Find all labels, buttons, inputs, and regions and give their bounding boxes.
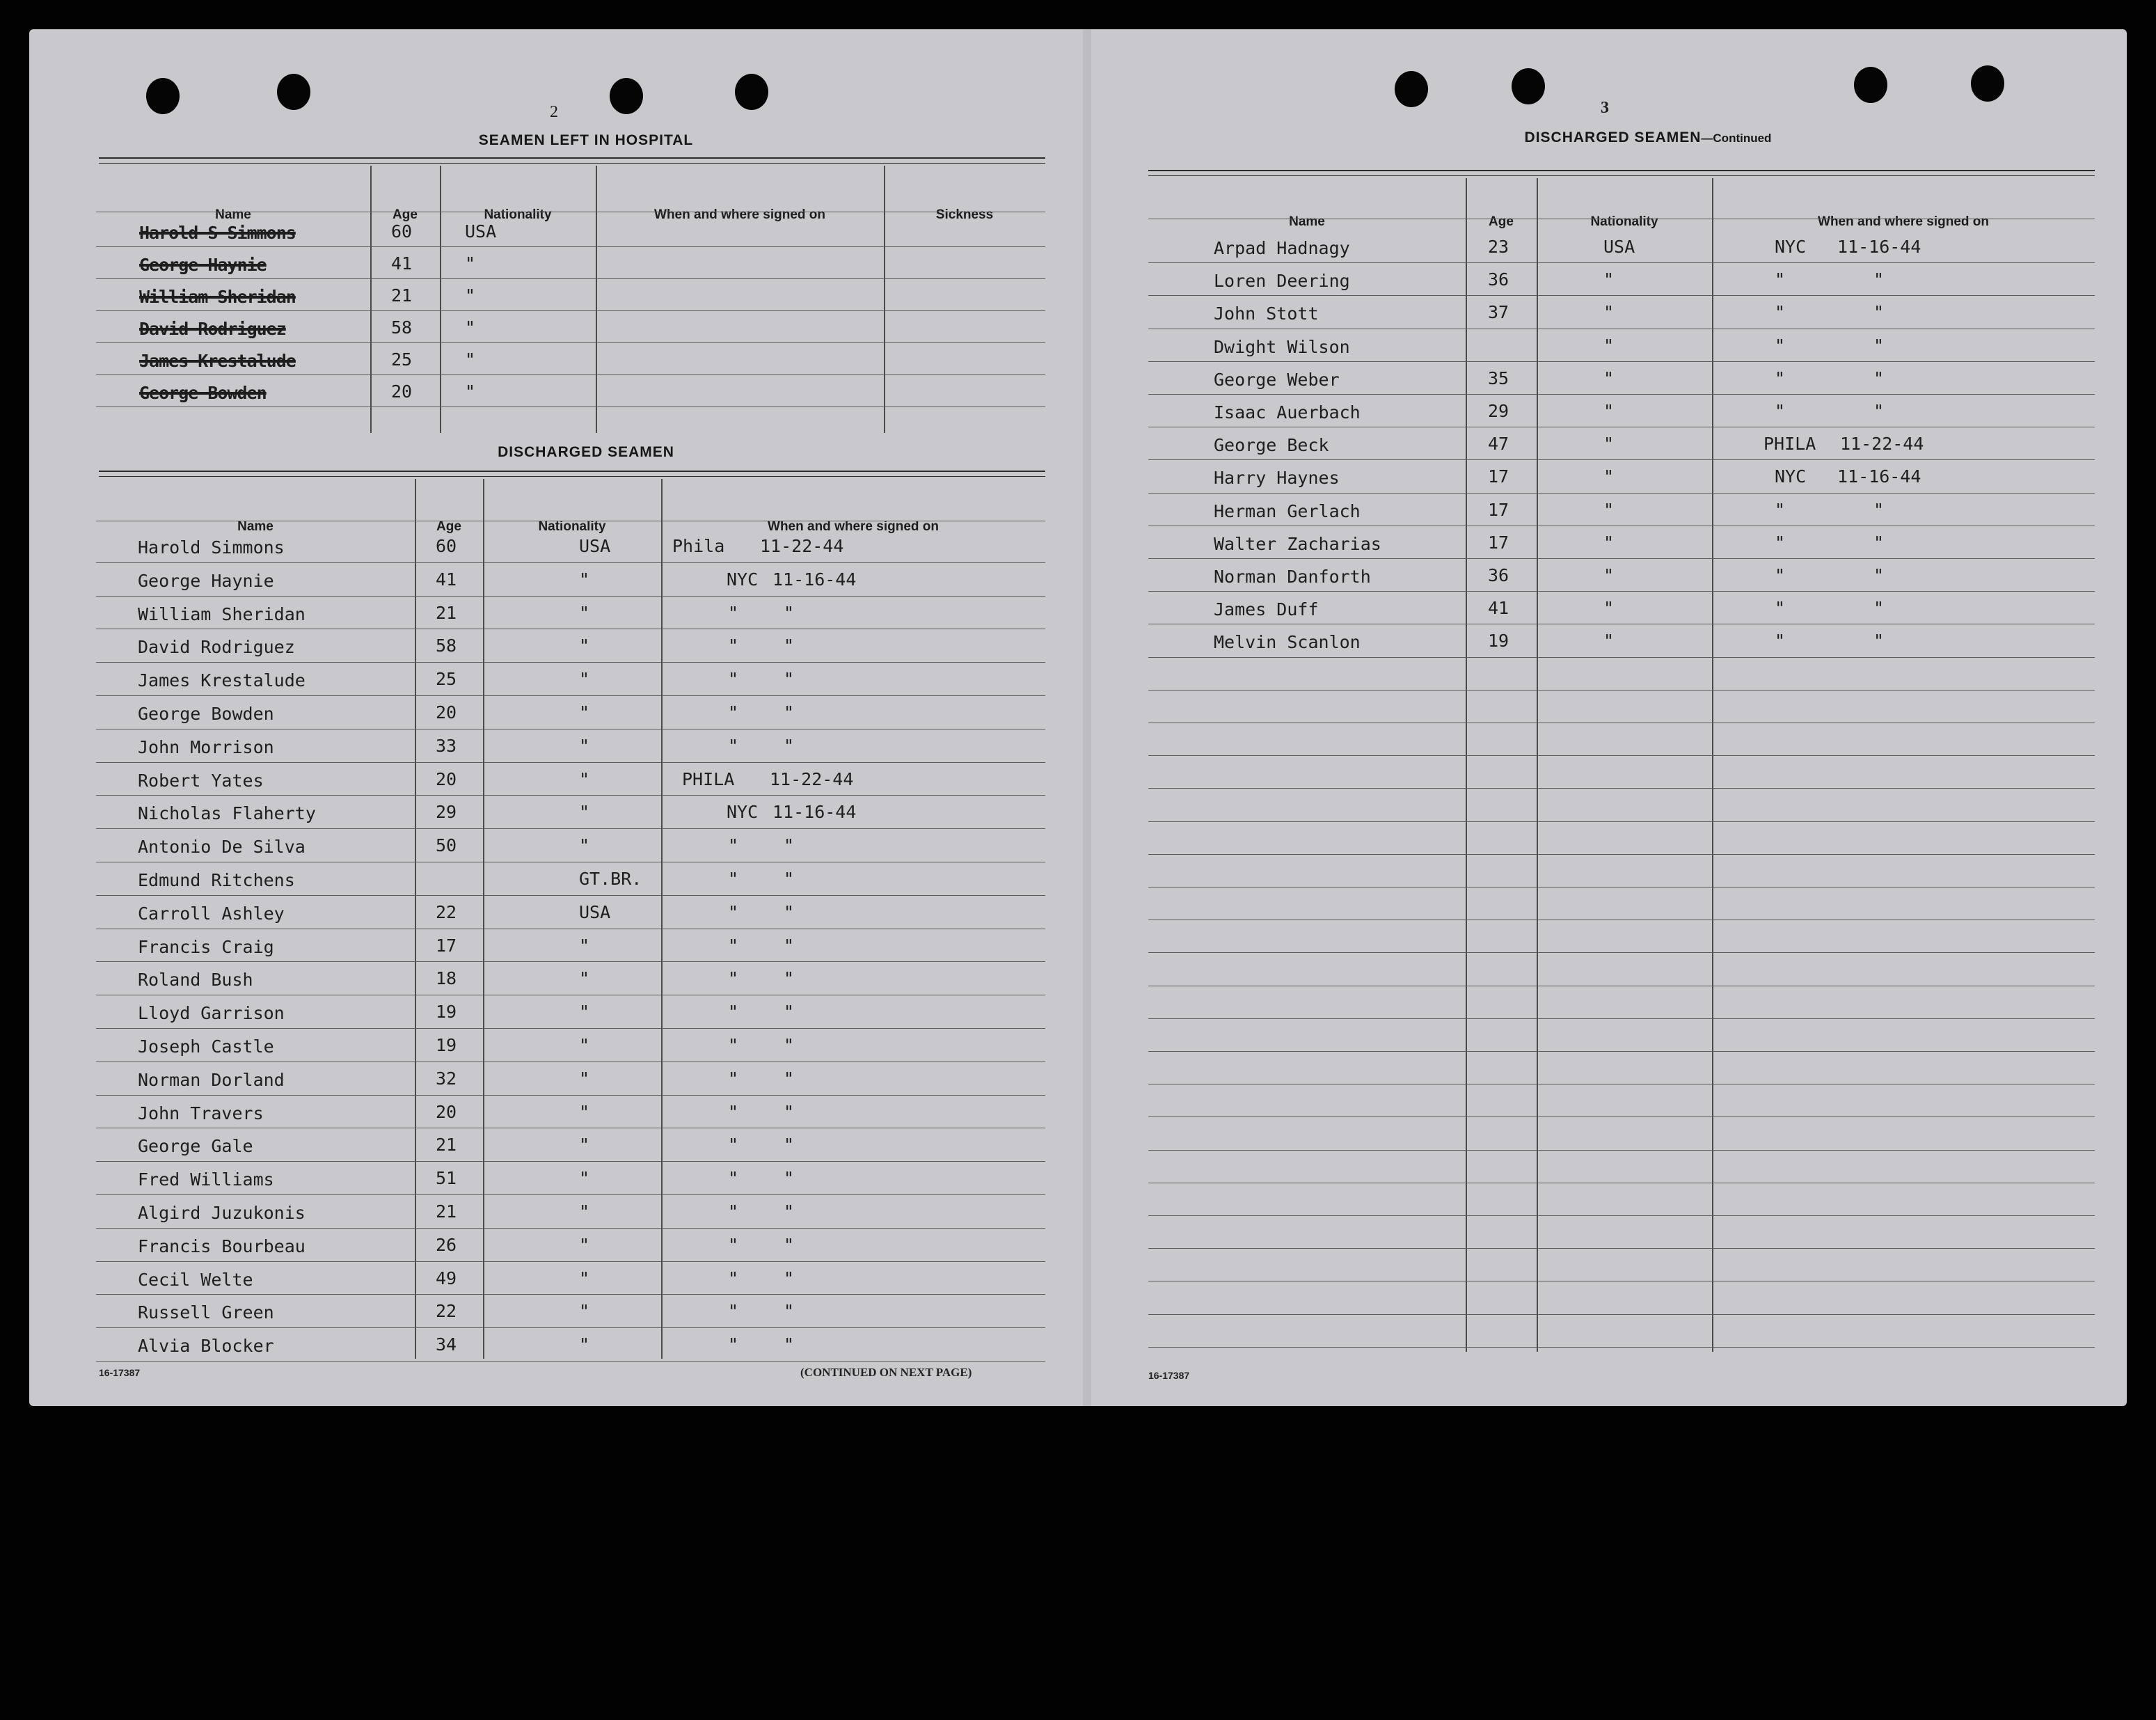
signed-on-place: " bbox=[728, 1168, 739, 1189]
signed-on-place: " bbox=[728, 1268, 739, 1288]
seaman-age: 29 bbox=[1488, 401, 1509, 421]
seaman-nationality: " bbox=[579, 602, 590, 623]
column-divider bbox=[415, 479, 416, 1359]
seaman-name: David Rodriguez bbox=[138, 637, 295, 658]
column-header: Name bbox=[237, 519, 274, 534]
continued-section-title bbox=[1397, 129, 1899, 146]
seaman-nationality: " bbox=[579, 1301, 590, 1322]
column-header: When and where signed on bbox=[654, 207, 825, 222]
signed-on-date: 11-16-44 bbox=[1837, 466, 1921, 487]
row-rule bbox=[96, 695, 1045, 696]
signed-on-date: 11-22-44 bbox=[1840, 434, 1924, 455]
signed-on-place: " bbox=[728, 1035, 739, 1055]
signed-on-date: " bbox=[784, 968, 795, 989]
seaman-name: George Bowden bbox=[138, 704, 274, 724]
signed-on-date: " bbox=[784, 1301, 795, 1322]
row-rule bbox=[1148, 690, 2095, 691]
signed-on-place: " bbox=[728, 1002, 739, 1023]
page-number: 2 bbox=[550, 103, 558, 121]
signed-on-place: " bbox=[728, 869, 739, 889]
signed-on-place: " bbox=[728, 1201, 739, 1222]
signed-on-date: " bbox=[784, 1268, 795, 1288]
signed-on-place: " bbox=[1775, 598, 1786, 619]
seaman-name: George Gale bbox=[138, 1136, 253, 1157]
seaman-nationality: " bbox=[579, 735, 590, 756]
seaman-name: Edmund Ritchens bbox=[138, 870, 295, 890]
signed-on-place: " bbox=[728, 835, 739, 856]
seaman-name: Roland Bush bbox=[138, 970, 253, 991]
signed-on-date: " bbox=[1873, 499, 1885, 520]
seaman-name: John Stott bbox=[1214, 303, 1319, 324]
signed-on-place: PHILA bbox=[682, 768, 735, 789]
seaman-age: 17 bbox=[1488, 466, 1509, 487]
punch-hole bbox=[610, 78, 643, 114]
signed-on-place: " bbox=[728, 636, 739, 656]
seaman-name: Cecil Welte bbox=[138, 1269, 253, 1290]
signed-on-date: 11-22-44 bbox=[770, 768, 854, 789]
column-divider bbox=[661, 479, 663, 1359]
punch-hole bbox=[1512, 68, 1545, 104]
seaman-name: Walter Zacharias bbox=[1214, 533, 1381, 554]
signed-on-place: " bbox=[728, 968, 739, 989]
seaman-nationality: " bbox=[1603, 434, 1615, 455]
signed-on-place: " bbox=[728, 1234, 739, 1255]
seaman-age: 17 bbox=[1488, 499, 1509, 520]
seaman-name: David Rodriguez bbox=[139, 319, 286, 339]
signed-on-date: " bbox=[784, 935, 795, 956]
seaman-nationality: " bbox=[465, 317, 476, 338]
row-rule bbox=[96, 1228, 1045, 1229]
seaman-nationality: " bbox=[579, 1168, 590, 1189]
signed-on-place: " bbox=[728, 935, 739, 956]
continued-title-suffix: —Continued bbox=[1701, 132, 1772, 145]
column-header: Age bbox=[436, 519, 461, 534]
column-divider bbox=[483, 479, 484, 1359]
row-rule bbox=[1148, 262, 2095, 263]
seaman-nationality: " bbox=[579, 1135, 590, 1155]
seaman-nationality: " bbox=[465, 285, 476, 306]
signed-on-place: " bbox=[1775, 631, 1786, 652]
signed-on-date: " bbox=[784, 901, 795, 922]
seaman-nationality: " bbox=[1603, 302, 1615, 323]
seaman-nationality: " bbox=[579, 1101, 590, 1122]
seaman-name: Antonio De Silva bbox=[138, 837, 306, 858]
column-header: When and where signed on bbox=[768, 519, 939, 534]
continued-note: (CONTINUED ON NEXT PAGE) bbox=[800, 1366, 972, 1379]
seaman-age: 21 bbox=[391, 285, 413, 306]
seaman-name: Herman Gerlach bbox=[1214, 500, 1361, 521]
seaman-nationality: " bbox=[1603, 335, 1615, 356]
seaman-nationality: USA bbox=[1603, 237, 1635, 257]
signed-on-place: " bbox=[1775, 368, 1786, 388]
seaman-nationality: " bbox=[579, 1334, 590, 1355]
signed-on-place: PHILA bbox=[1763, 434, 1816, 455]
row-rule bbox=[96, 1261, 1045, 1262]
seaman-age: 36 bbox=[1488, 269, 1509, 290]
seaman-age: 58 bbox=[436, 636, 457, 656]
punch-hole bbox=[277, 74, 310, 110]
seaman-nationality: " bbox=[579, 1201, 590, 1222]
seaman-nationality: " bbox=[1603, 565, 1615, 585]
seaman-name: Francis Bourbeau bbox=[138, 1236, 306, 1256]
seaman-nationality: " bbox=[1603, 466, 1615, 487]
seaman-name: William Sheridan bbox=[139, 287, 296, 307]
row-rule bbox=[96, 562, 1045, 563]
column-header: Name bbox=[215, 207, 251, 222]
seaman-age: 17 bbox=[1488, 532, 1509, 553]
column-divider bbox=[1466, 178, 1467, 1352]
seaman-nationality: " bbox=[1603, 631, 1615, 652]
signed-on-place: " bbox=[728, 1301, 739, 1322]
seaman-age: 29 bbox=[436, 802, 457, 823]
seaman-name: James Krestalude bbox=[138, 670, 306, 691]
signed-on-place: " bbox=[728, 735, 739, 756]
column-header: Nationality bbox=[538, 519, 606, 534]
seaman-age: 51 bbox=[436, 1168, 457, 1189]
seaman-nationality: " bbox=[579, 569, 590, 590]
seaman-name: William Sheridan bbox=[138, 603, 306, 624]
seaman-age: 60 bbox=[436, 536, 457, 556]
signed-on-place: " bbox=[1775, 401, 1786, 421]
seaman-age: 19 bbox=[436, 1035, 457, 1055]
signed-on-place: " bbox=[728, 602, 739, 623]
seaman-nationality: " bbox=[579, 636, 590, 656]
seaman-name: Dwight Wilson bbox=[1214, 336, 1350, 357]
seaman-age: 34 bbox=[436, 1334, 457, 1355]
signed-on-place: " bbox=[728, 669, 739, 690]
row-rule bbox=[1148, 361, 2095, 362]
signed-on-date: " bbox=[784, 1035, 795, 1055]
seaman-nationality: " bbox=[465, 381, 476, 402]
seaman-nationality: USA bbox=[579, 901, 611, 922]
punch-hole bbox=[735, 74, 768, 110]
signed-on-place: NYC bbox=[1775, 237, 1807, 257]
seaman-name: Harold Simmons bbox=[138, 537, 285, 558]
seaman-age: 17 bbox=[436, 935, 457, 956]
seaman-name: James Krestalude bbox=[139, 351, 296, 371]
signed-on-place: " bbox=[1775, 269, 1786, 290]
seaman-name: Harry Haynes bbox=[1214, 468, 1340, 489]
signed-on-place: NYC bbox=[727, 569, 759, 590]
column-header: Name bbox=[1289, 214, 1325, 229]
seaman-name: Francis Craig bbox=[138, 936, 274, 957]
signed-on-date: 11-16-44 bbox=[1837, 237, 1921, 257]
column-divider bbox=[1537, 178, 1538, 1352]
seaman-nationality: " bbox=[1603, 401, 1615, 421]
seaman-age: 36 bbox=[1488, 565, 1509, 585]
column-divider bbox=[370, 166, 372, 433]
seaman-nationality: " bbox=[1603, 499, 1615, 520]
row-rule bbox=[96, 662, 1045, 663]
row-rule bbox=[1148, 1215, 2095, 1216]
row-rule bbox=[1148, 394, 2095, 395]
seaman-nationality: " bbox=[579, 768, 590, 789]
signed-on-date: " bbox=[1873, 631, 1885, 652]
row-rule bbox=[1148, 952, 2095, 953]
document-sheet bbox=[29, 29, 2127, 1406]
seaman-age: 22 bbox=[436, 1301, 457, 1322]
seaman-nationality: " bbox=[1603, 532, 1615, 553]
signed-on-date: 11-16-44 bbox=[772, 802, 857, 823]
signed-on-date: " bbox=[784, 1135, 795, 1155]
signed-on-place: NYC bbox=[1775, 466, 1807, 487]
signed-on-date: " bbox=[1873, 532, 1885, 553]
seaman-age: 60 bbox=[391, 221, 413, 242]
row-rule bbox=[1148, 854, 2095, 855]
seaman-nationality: " bbox=[579, 1268, 590, 1288]
punch-hole bbox=[1854, 67, 1887, 103]
seaman-nationality: " bbox=[579, 669, 590, 690]
seaman-nationality: USA bbox=[579, 536, 611, 556]
seaman-nationality: " bbox=[579, 702, 590, 723]
discharged-section-title: DISCHARGED SEAMEN bbox=[498, 444, 674, 460]
seaman-name: Arpad Hadnagy bbox=[1214, 238, 1350, 258]
seaman-age: 20 bbox=[436, 768, 457, 789]
seaman-name: Robert Yates bbox=[138, 770, 264, 791]
seaman-age: 32 bbox=[436, 1068, 457, 1089]
seaman-name: Fred Williams bbox=[138, 1169, 274, 1190]
column-header: Nationality bbox=[1590, 214, 1658, 229]
signed-on-date: " bbox=[784, 602, 795, 623]
row-rule bbox=[1148, 755, 2095, 756]
seaman-age: 21 bbox=[436, 602, 457, 623]
column-header: Age bbox=[393, 207, 418, 222]
row-rule bbox=[1148, 1314, 2095, 1315]
signed-on-place: " bbox=[728, 901, 739, 922]
signed-on-date: " bbox=[784, 1234, 795, 1255]
signed-on-date: " bbox=[784, 1201, 795, 1222]
seaman-age: 25 bbox=[436, 669, 457, 690]
continued-title-text: DISCHARGED SEAMEN bbox=[1524, 129, 1702, 145]
row-rule bbox=[96, 1327, 1045, 1328]
seaman-age: 35 bbox=[1488, 368, 1509, 388]
signed-on-place: " bbox=[728, 1101, 739, 1122]
column-header: Nationality bbox=[484, 207, 552, 222]
seaman-name: George Bowden bbox=[139, 383, 267, 403]
row-rule bbox=[96, 1361, 1045, 1362]
seaman-age: 37 bbox=[1488, 302, 1509, 323]
row-rule bbox=[96, 246, 1045, 247]
seaman-name: George Haynie bbox=[139, 255, 267, 275]
signed-on-place: " bbox=[1775, 532, 1786, 553]
punch-hole bbox=[1395, 71, 1428, 107]
seaman-name: Algird Juzukonis bbox=[138, 1203, 306, 1223]
seaman-age: 58 bbox=[391, 317, 413, 338]
column-divider bbox=[596, 166, 597, 433]
seaman-age: 19 bbox=[436, 1002, 457, 1023]
row-rule bbox=[1148, 295, 2095, 296]
seaman-name: George Weber bbox=[1214, 369, 1340, 390]
form-number: 16-17387 bbox=[1148, 1370, 1190, 1381]
signed-on-date: " bbox=[1873, 335, 1885, 356]
seaman-name: Lloyd Garrison bbox=[138, 1003, 285, 1024]
signed-on-place: NYC bbox=[727, 802, 759, 823]
row-rule bbox=[1148, 459, 2095, 460]
punch-hole bbox=[146, 78, 180, 114]
seaman-name: Norman Danforth bbox=[1214, 567, 1371, 587]
seaman-name: Joseph Castle bbox=[138, 1036, 274, 1057]
signed-on-date: " bbox=[784, 1068, 795, 1089]
row-rule bbox=[1148, 493, 2095, 494]
signed-on-date: " bbox=[784, 1101, 795, 1122]
punch-hole bbox=[1971, 65, 2004, 102]
column-header: Sickness bbox=[935, 207, 994, 222]
row-rule bbox=[96, 278, 1045, 279]
signed-on-date: " bbox=[784, 636, 795, 656]
row-rule bbox=[1148, 1150, 2095, 1151]
row-rule bbox=[1148, 1347, 2095, 1348]
row-rule bbox=[96, 1161, 1045, 1162]
seaman-nationality: USA bbox=[465, 221, 497, 242]
signed-on-date: " bbox=[1873, 565, 1885, 585]
seaman-age: 22 bbox=[436, 901, 457, 922]
seaman-name: Isaac Auerbach bbox=[1214, 402, 1361, 423]
seaman-name: James Duff bbox=[1214, 599, 1319, 620]
row-rule bbox=[96, 828, 1045, 829]
signed-on-date: " bbox=[784, 869, 795, 889]
signed-on-date: " bbox=[1873, 598, 1885, 619]
seaman-name: Loren Deering bbox=[1214, 271, 1350, 292]
column-divider bbox=[884, 166, 885, 433]
row-rule bbox=[1148, 591, 2095, 592]
seaman-age: 41 bbox=[436, 569, 457, 590]
seaman-name: Harold S Simmons bbox=[139, 223, 296, 243]
seaman-name: Melvin Scanlon bbox=[1214, 632, 1361, 653]
seaman-name: John Travers bbox=[138, 1103, 264, 1123]
row-rule bbox=[96, 1194, 1045, 1195]
row-rule bbox=[96, 1095, 1045, 1096]
seaman-nationality: " bbox=[465, 349, 476, 370]
seaman-name: John Morrison bbox=[138, 736, 274, 757]
seaman-name: Carroll Ashley bbox=[138, 903, 285, 924]
seaman-age: 41 bbox=[391, 253, 413, 274]
row-rule bbox=[1148, 558, 2095, 559]
seaman-age: 18 bbox=[436, 968, 457, 989]
row-rule bbox=[1148, 1248, 2095, 1249]
seaman-age: 20 bbox=[436, 702, 457, 723]
row-rule bbox=[96, 762, 1045, 763]
row-rule bbox=[96, 961, 1045, 962]
seaman-age: 25 bbox=[391, 349, 413, 370]
seaman-name: Norman Dorland bbox=[138, 1069, 285, 1090]
seaman-nationality: " bbox=[579, 835, 590, 856]
seaman-nationality: GT.BR. bbox=[579, 869, 642, 889]
seaman-age: 49 bbox=[436, 1268, 457, 1288]
row-rule bbox=[1148, 1051, 2095, 1052]
signed-on-date: 11-22-44 bbox=[760, 536, 844, 556]
signed-on-date: " bbox=[784, 1002, 795, 1023]
form-number: 16-17387 bbox=[99, 1367, 141, 1378]
row-rule bbox=[96, 1294, 1045, 1295]
seaman-age: 47 bbox=[1488, 434, 1509, 455]
seaman-age: 33 bbox=[436, 735, 457, 756]
signed-on-place: " bbox=[1775, 335, 1786, 356]
row-rule bbox=[1148, 788, 2095, 789]
seaman-age: 21 bbox=[436, 1135, 457, 1155]
row-rule bbox=[1148, 821, 2095, 822]
seaman-age: 20 bbox=[391, 381, 413, 402]
signed-on-date: " bbox=[1873, 401, 1885, 421]
row-rule bbox=[96, 895, 1045, 896]
signed-on-date: " bbox=[784, 1168, 795, 1189]
seaman-nationality: " bbox=[1603, 269, 1615, 290]
signed-on-date: " bbox=[784, 669, 795, 690]
seaman-nationality: " bbox=[579, 1068, 590, 1089]
seaman-nationality: " bbox=[465, 253, 476, 274]
seaman-nationality: " bbox=[579, 1002, 590, 1023]
seaman-nationality: " bbox=[579, 968, 590, 989]
signed-on-date: " bbox=[1873, 368, 1885, 388]
row-rule bbox=[96, 374, 1045, 375]
column-divider bbox=[440, 166, 441, 433]
seaman-age: 23 bbox=[1488, 237, 1509, 257]
hospital-section-title: SEAMEN LEFT IN HOSPITAL bbox=[478, 132, 694, 148]
seaman-nationality: " bbox=[579, 935, 590, 956]
seaman-age: 50 bbox=[436, 835, 457, 856]
column-header: When and where signed on bbox=[1818, 214, 1989, 229]
row-rule bbox=[1148, 657, 2095, 658]
signed-on-place: " bbox=[1775, 302, 1786, 323]
signed-on-place: " bbox=[728, 1068, 739, 1089]
seaman-name: Alvia Blocker bbox=[138, 1336, 274, 1357]
seaman-age: 19 bbox=[1488, 631, 1509, 652]
seaman-name: Nicholas Flaherty bbox=[138, 803, 316, 824]
column-header: Age bbox=[1489, 214, 1514, 229]
signed-on-place: " bbox=[728, 702, 739, 723]
seaman-age: 26 bbox=[436, 1234, 457, 1255]
seaman-nationality: " bbox=[579, 1035, 590, 1055]
signed-on-date: 11-16-44 bbox=[772, 569, 857, 590]
signed-on-place: " bbox=[728, 1334, 739, 1355]
seaman-name: George Haynie bbox=[138, 570, 274, 591]
seaman-age: 21 bbox=[436, 1201, 457, 1222]
signed-on-date: " bbox=[784, 702, 795, 723]
row-rule bbox=[96, 310, 1045, 311]
seaman-name: Russell Green bbox=[138, 1302, 274, 1323]
page-number: 3 bbox=[1601, 99, 1609, 117]
seaman-nationality: " bbox=[1603, 598, 1615, 619]
signed-on-place: " bbox=[1775, 499, 1786, 520]
signed-on-date: " bbox=[1873, 302, 1885, 323]
row-rule bbox=[96, 596, 1045, 597]
signed-on-place: Phila bbox=[672, 536, 725, 556]
signed-on-date: " bbox=[784, 735, 795, 756]
seaman-nationality: " bbox=[579, 802, 590, 823]
seaman-name: George Beck bbox=[1214, 435, 1329, 456]
page-fold bbox=[1083, 29, 1091, 1406]
signed-on-date: " bbox=[784, 835, 795, 856]
seaman-nationality: " bbox=[579, 1234, 590, 1255]
seaman-age: 20 bbox=[436, 1101, 457, 1122]
seaman-nationality: " bbox=[1603, 368, 1615, 388]
row-rule bbox=[96, 795, 1045, 796]
row-rule bbox=[96, 1028, 1045, 1029]
seaman-age: 41 bbox=[1488, 598, 1509, 619]
signed-on-date: " bbox=[784, 1334, 795, 1355]
row-rule bbox=[96, 342, 1045, 343]
signed-on-place: " bbox=[1775, 565, 1786, 585]
column-divider bbox=[1712, 178, 1713, 1352]
row-rule bbox=[1148, 1018, 2095, 1019]
signed-on-place: " bbox=[728, 1135, 739, 1155]
signed-on-date: " bbox=[1873, 269, 1885, 290]
